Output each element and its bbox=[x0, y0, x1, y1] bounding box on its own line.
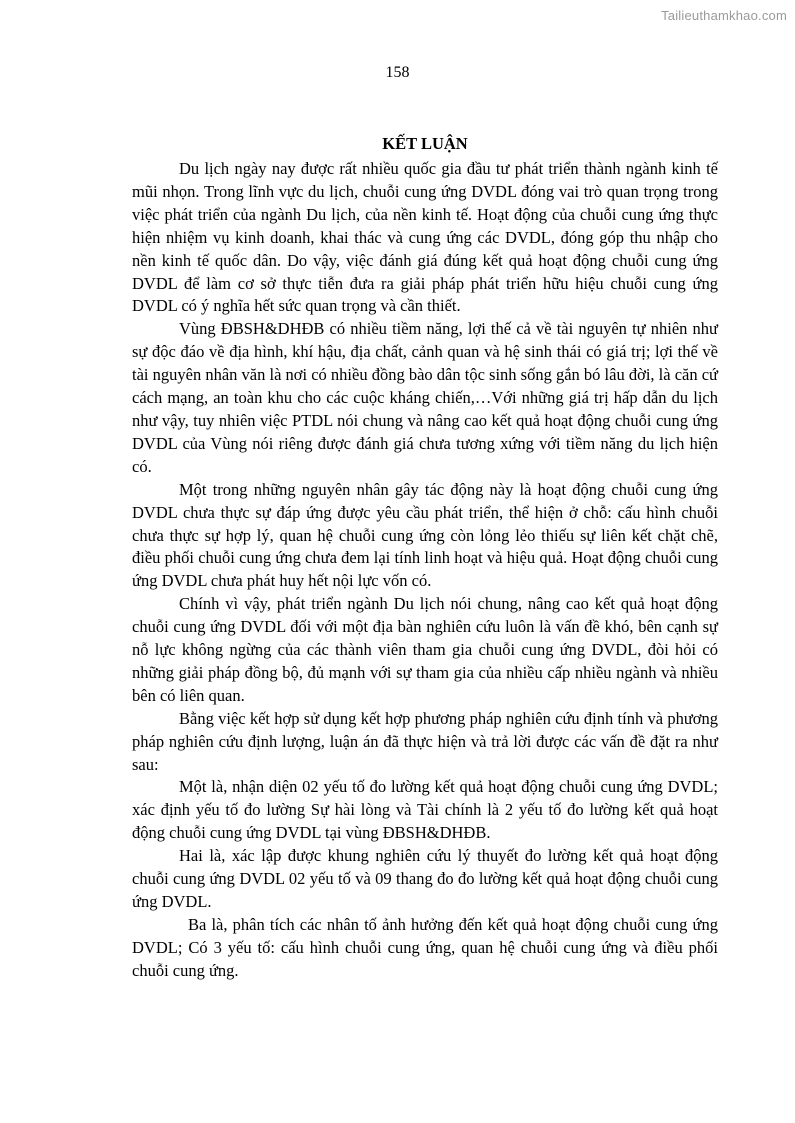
paragraph-finding-one: Một là, nhận diện 02 yếu tố đo lường kết quả hoạt động chuỗi cung ứng DVDL; xác định yếu tố đo lường Sự hài lòng và Tài chính là 2 yếu tố đo lường kết quả hoạt động chuỗi cung ứng DVDL tại vùng ĐBSH&DHĐB. bbox=[132, 777, 718, 843]
paragraph-finding-two: Hai là, xác lập được khung nghiên cứu lý thuyết đo lường kết quả hoạt động chuỗi cung ứng DVDL 02 yếu tố và 09 thang đo đo lường kết quả hoạt động chuỗi cung ứng DVDL. bbox=[132, 846, 718, 911]
document-body bbox=[132, 132, 718, 983]
paragraph-causes: Một trong những nguyên nhân gây tác động này là hoạt động chuỗi cung ứng DVDL chưa thực sự đáp ứng được yêu cầu phát triển, thể hiện ở chỗ: cấu hình chuỗi chưa thực sự hợp lý, quan hệ chuỗi cung ứng còn lỏng lẻo thiếu sự liên kết chặt chẽ, điều phối chuỗi cung ứng chưa đem lại tính linh hoạt và hiệu quả. Hoạt động chuỗi cung ứng DVDL chưa phát huy hết nội lực vốn có. bbox=[132, 479, 718, 591]
paragraph-finding-three: Ba là, phân tích các nhân tố ảnh hưởng đến kết quả hoạt động chuỗi cung ứng DVDL; Có 3 yếu tố: cấu hình chuỗi cung ứng, quan hệ chuỗi cung ứng và điều phối chuỗi cung ứng. bbox=[132, 914, 718, 980]
watermark: Tailieuthamkhao.com bbox=[661, 8, 787, 23]
paragraph-therefore: Chính vì vậy, phát triển ngành Du lịch nói chung, nâng cao kết quả hoạt động chuỗi cung ứng DVDL đối với một địa bàn nghiên cứu luôn là vấn đề khó, bên cạnh sự nỗ lực không ngừng của các thành viên tham gia chuỗi cung ứng DVDL, đòi hỏi có những giải pháp đồng bộ, đủ mạnh với sự tham gia của nhiều cấp nhiều ngành và nhiều bên có liên quan. bbox=[132, 594, 718, 705]
paragraph-methods: Bằng việc kết hợp sử dụng kết hợp phương pháp nghiên cứu định tính và phương pháp nghiên cứu định lượng, luận án đã thực hiện và trả lời được các vấn đề đặt ra như sau: bbox=[132, 708, 718, 774]
paragraph-region-potential: Vùng ĐBSH&DHĐB có nhiều tiềm năng, lợi thế cả về tài nguyên tự nhiên như sự độc đáo về địa hình, khí hậu, địa chất, cảnh quan và hệ sinh thái có giá trị; lợi thế về tài nguyên nhân văn là nơi có nhiều đồng bào dân tộc sinh sống gắn bó lâu đời, là căn cứ cách mạng, an toàn khu cho các cuộc kháng chiến,…Với những giá trị hấp dẫn du lịch như vậy, tuy nhiên việc PTDL nói chung và nâng cao kết quả hoạt động chuỗi cung ứng DVDL của Vùng nói riêng được đánh giá chưa tương xứng với tiềm năng du lịch hiện có. bbox=[132, 319, 718, 476]
paragraph-intro: Du lịch ngày nay được rất nhiều quốc gia đầu tư phát triển thành ngành kinh tế mũi nhọn. Trong lĩnh vực du lịch, chuỗi cung ứng DVDL đóng vai trò quan trọng trong việc phát triển của ngành Du lịch, của nền kinh tế. Hoạt động của chuỗi cung ứng thực hiện nhiệm vụ kinh doanh, khai thác và cung ứng các DVDL, đóng góp thu nhập cho nền kinh tế quốc dân. Do vậy, việc đánh giá đúng kết quả hoạt động chuỗi cung ứng DVDL để làm cơ sở thực tiễn đưa ra giải pháp phát triển hữu hiệu chuỗi cung ứng DVDL có ý nghĩa hết sức quan trọng và cần thiết. bbox=[132, 159, 718, 316]
section-heading: KẾT LUẬN bbox=[382, 134, 468, 153]
page-number: 158 bbox=[385, 64, 410, 81]
